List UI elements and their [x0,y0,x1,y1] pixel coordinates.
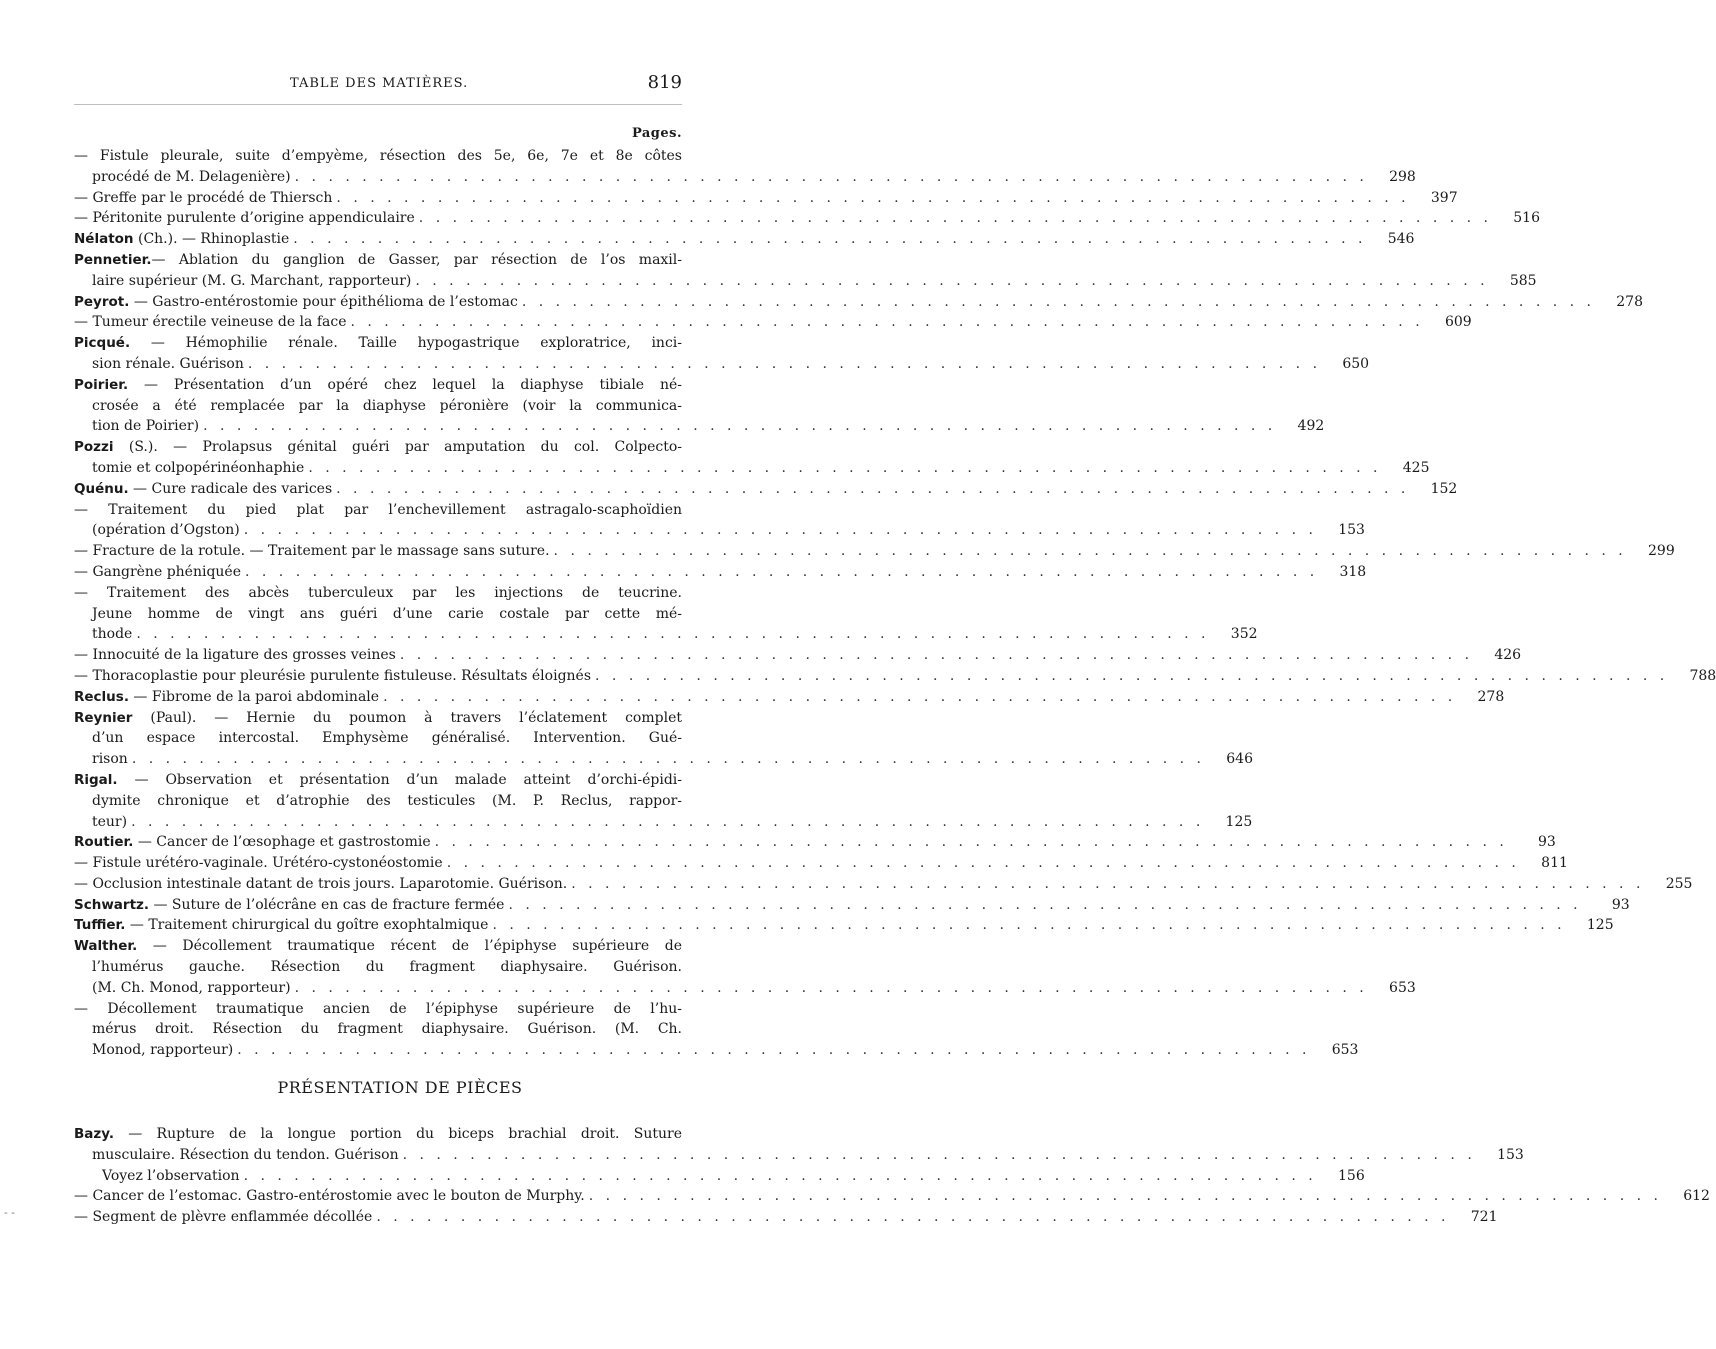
entry-title: — Gangrène phéniquée [74,563,241,580]
page-ref: 492 [1297,418,1325,435]
entry-line [74,645,1522,666]
entry-title: dymite chronique et d’atrophie des testicules (M. P. Reclus, rappor- [92,792,682,809]
entry-line [74,562,1367,583]
entry-line [74,708,682,729]
entry-text [74,895,504,916]
page-ref: 298 [1389,168,1416,185]
index-entry [74,874,1693,895]
running-header [0,74,800,98]
entry-line [74,458,1430,479]
index-entry [74,188,1458,209]
page-ref: 811 [1541,855,1568,872]
entry-title: — Suture de l’olécrâne en cas de fracture fermée [149,896,505,913]
dot-leader [554,541,1627,562]
entry-line [74,1124,682,1145]
entry-title: l’humérus gauche. Résection du fragment diaphysaire. Guérison. [92,959,682,976]
index-entry [74,541,1675,562]
dot-leader [244,1166,1317,1187]
author-name: Reynier [74,709,133,726]
entry-text [92,978,291,999]
entry-text [74,229,289,250]
dot-leader [595,666,1668,687]
entry-text [92,271,411,292]
entry-title: — Fistule pleurale, suite d’empyème, résection des 5e, 6e, 7e et 8e côtes [74,148,682,164]
entry-text [92,458,304,479]
entry-line [74,271,1537,292]
author-name: Nélaton [74,231,134,248]
index-entry [74,770,1253,832]
dot-leader [350,312,1423,333]
entry-text [92,1145,399,1166]
dot-leader [435,832,1508,853]
author-name: Peyrot. [74,293,130,310]
dot-leader [336,479,1409,500]
entry-title: — Présentation d’un opéré chez lequel la diaphyse tibiale né- [128,376,682,393]
entry-title: (Paul). — Hernie du poumon à travers l’éclatement complet [132,709,682,726]
entry-text [92,416,199,437]
index-entry [74,562,1367,583]
author-name: Rigal. [74,771,118,788]
entry-title: (S.). — Prolapsus génital guéri par amputation du col. Colpecto- [113,439,682,456]
entry-line [74,396,682,417]
entry-line [74,333,682,354]
dot-leader [245,562,1318,583]
entry-text [92,812,127,833]
index-entry [74,936,1416,998]
dot-leader [403,1145,1476,1166]
entry-line [74,250,682,271]
entry-text [74,708,682,729]
dot-leader [293,229,1366,250]
entry-line [74,957,682,978]
index-entry [74,375,1325,437]
entry-title: — Tumeur érectile veineuse de la face [74,314,347,331]
page-ref: 425 [1402,459,1430,476]
index-section-pieces [74,1124,1710,1228]
entry-title: laire supérieur (M. G. Marchant, rapporteur) [92,272,412,289]
dot-leader [508,895,1581,916]
entry-text [74,479,332,500]
entry-text [74,208,415,229]
entry-line [74,895,1630,916]
header-rule [74,104,682,105]
index-section-main [74,146,1716,1061]
index-entry [74,687,1505,708]
entry-text [92,520,240,541]
dot-leader [295,978,1368,999]
entry-title: Voyez l’observation [102,1167,240,1184]
page-ref: 156 [1338,1167,1365,1184]
entry-title: (opération d’Ogston) [92,522,240,539]
entry-text [92,749,128,770]
author-name: Routier. [74,834,134,851]
page-ref: 646 [1226,751,1253,768]
author-name: Poirier. [74,376,129,393]
entry-title: — Fistule urétéro-vaginale. Urétéro-cystonéostomie [74,855,443,872]
entry-line [74,208,1540,229]
entry-line [74,749,1253,770]
entry-text [74,375,682,396]
entry-text [74,936,682,957]
entry-line [74,188,1458,209]
entry-title: — Occlusion intestinale datant de trois jours. Laparotomie. Guérison. [74,875,568,892]
page-ref: 278 [1616,293,1643,310]
author-name: Schwartz. [74,896,150,913]
entry-line [74,770,682,791]
entry-title: Monod, rapporteur) [92,1042,234,1059]
entry-line [74,604,682,625]
entry-text [74,666,591,687]
entry-line [74,583,682,604]
author-name: Picqué. [74,335,131,352]
entry-line [74,541,1675,562]
entry-title: — Décollement traumatique récent de l’épiphyse supérieure de [137,938,682,955]
page-ref: 788 [1689,667,1716,684]
page-ref: 125 [1586,917,1614,934]
entry-title: — Fracture de la rotule. — Traitement par le massage sans suture. [74,543,550,560]
index-entry [74,915,1614,936]
entry-title: teur) [92,813,128,830]
dot-leader [419,208,1492,229]
entry-text [74,146,682,167]
entry-line [74,520,1365,541]
page-ref: 255 [1665,875,1693,892]
page-number: 819 [647,72,682,93]
entry-text [74,770,682,791]
entry-text [74,333,682,354]
dot-leader [400,645,1473,666]
dot-leader [589,1186,1662,1207]
entry-text [74,292,518,313]
entry-line [74,375,682,396]
page-ref: 152 [1430,480,1458,497]
page-ref: 318 [1339,563,1367,580]
page-ref: 516 [1513,210,1540,227]
index-entry [74,437,1430,479]
entry-text [74,645,396,666]
entry-line [74,146,682,167]
entry-title: — Greffe par le procédé de Thiersch [74,189,333,206]
index-entry [74,333,1370,375]
entry-title: (M. Ch. Monod, rapporteur) [92,979,291,996]
page-ref: 278 [1477,688,1505,705]
entry-title: — Péritonite purulente d’origine appendiculaire [74,210,415,227]
entry-line [74,437,682,458]
index-entry [74,666,1716,687]
entry-text [74,541,550,562]
entry-line [74,812,1253,833]
entry-text [74,250,682,271]
dot-leader [571,874,1644,895]
dot-leader [383,687,1456,708]
entry-title: — Cancer de l’œsophage et gastrostomie [133,834,431,851]
entry-title: — Hémophilie rénale. Taille hypogastrique exploratrice, inci- [130,335,682,352]
entry-line [74,229,1415,250]
entry-title: tion de Poirier) [92,418,200,435]
entry-text [74,832,431,853]
index-entry [74,1207,1498,1228]
entry-title: mérus droit. Résection du fragment diaphysaire. Guérison. (M. Ch. [92,1021,682,1038]
entry-title: — Traitement chirurgical du goître exophtalmique [125,917,489,934]
index-entry [74,645,1522,666]
entry-text [92,354,244,375]
author-name: Tuffier. [74,917,126,934]
pages-column-label: Pages. [631,126,682,141]
page-ref: 653 [1389,979,1416,996]
entry-text [74,188,332,209]
page-ref: 609 [1444,314,1472,331]
author-name: Reclus. [74,688,129,705]
entry-title: procédé de M. Delagenière) [92,168,291,185]
page-ref: 153 [1497,1146,1524,1163]
page-ref: 125 [1225,813,1253,830]
margin-mark: ‐ ‐ [4,1206,15,1219]
entry-text [74,874,567,895]
index-entry [74,832,1556,853]
entry-text [92,167,291,188]
entry-title: — Gastro-entérostomie pour épithélioma de l’estomac [129,293,518,310]
entry-title: — Fibrome de la paroi abdominale [128,688,380,705]
index-entry [74,146,1416,188]
entry-text [92,624,132,645]
entry-text [74,562,241,583]
entry-line [74,1166,1365,1187]
entry-line [74,500,682,521]
index-entry [74,479,1458,500]
entry-title: sion rénale. Guérison [92,355,244,372]
page-ref: 299 [1648,543,1675,560]
entry-text [92,728,682,749]
entry-line [74,687,1505,708]
author-name: Pozzi [74,439,114,456]
entry-text [74,1186,585,1207]
entry-line [74,416,1325,437]
entry-title: — Traitement du pied plat par l’enchevillement astragalo-scaphoïdien [74,501,682,518]
index-entry [74,708,1253,770]
entry-title: — Thoracoplastie pour pleurésie purulente fistuleuse. Résultats éloignés [74,667,592,684]
entry-title: — Cure radicale des varices [128,480,333,497]
dot-leader [522,292,1595,313]
dot-leader [447,853,1520,874]
entry-text [92,957,682,978]
index-entry [74,853,1568,874]
entry-line [74,292,1643,313]
entry-text [74,500,682,521]
dot-leader [376,1207,1449,1228]
index-entry [74,500,1365,542]
entry-text [74,687,379,708]
entry-title: — Segment de plèvre enflammée décollée [74,1209,373,1226]
page-ref: 612 [1683,1188,1710,1205]
entry-line [74,1207,1498,1228]
entry-title: musculaire. Résection du tendon. Guérison [92,1146,399,1163]
page-ref: 585 [1509,272,1537,289]
entry-text [74,999,682,1020]
page-ref: 352 [1230,626,1258,643]
running-title: TABLE DES MATIÈRES. [290,76,469,91]
entry-title: — Traitement des abcès tuberculeux par les injections de teucrine. [74,584,682,601]
entry-title: — Décollement traumatique ancien de l’épiphyse supérieure de l’hu- [74,1000,682,1017]
entry-text [92,1019,682,1040]
entry-line [74,1019,682,1040]
entry-text [74,1207,372,1228]
entry-title: crosée a été remplacée par la diaphyse péronière (voir la communica- [92,397,682,414]
section-heading: PRÉSENTATION DE PIÈCES [277,1078,523,1097]
author-name: Bazy. [74,1126,114,1142]
index-entry [74,1186,1710,1207]
entry-text [74,312,346,333]
entry-text [92,396,682,417]
page-ref: 721 [1470,1209,1498,1226]
page-ref: 93 [1537,834,1556,851]
entry-line [74,1040,1359,1061]
dot-leader [132,749,1205,770]
entry-line [74,624,1258,645]
entry-line [74,1186,1710,1207]
index-entry [74,229,1415,250]
entry-line [74,479,1458,500]
author-name: Quénu. [74,480,129,497]
entry-text [92,1040,233,1061]
index-entry [74,312,1472,333]
author-name: Pennetier. [74,251,152,268]
entry-line [74,936,682,957]
entry-line [74,874,1693,895]
entry-title: — Ablation du ganglion de Gasser, par résection de l’os maxil- [151,251,682,268]
dot-leader [131,812,1204,833]
page-ref: 546 [1387,231,1415,248]
entry-line [74,1145,1524,1166]
dot-leader [244,520,1317,541]
page-ref: 426 [1494,647,1522,664]
entry-title: — Cancer de l’estomac. Gastro-entérostomie avec le bouton de Murphy. [74,1188,585,1205]
dot-leader [336,188,1409,209]
author-name: Walther. [74,938,138,955]
entry-text [74,437,682,458]
entry-text [74,1124,682,1145]
entry-line [74,167,1416,188]
entry-line [74,728,682,749]
dot-leader [415,271,1488,292]
entry-line [74,978,1416,999]
entry-title: rison [92,751,128,768]
index-entry [74,1124,1524,1186]
index-entry [74,895,1630,916]
entry-line [74,312,1472,333]
entry-title: tomie et colpopérinéonhaphie [92,459,305,476]
page-ref: 153 [1338,522,1365,539]
dot-leader [308,458,1381,479]
dot-leader [136,624,1209,645]
entry-text [92,604,682,625]
page-ref: 650 [1342,355,1370,372]
entry-line [74,999,682,1020]
index-entry [74,292,1643,313]
entry-text [92,791,682,812]
dot-leader [203,416,1276,437]
entry-title: — Observation et présentation d’un malade atteint d’orchi-épidi- [117,771,682,788]
dot-leader [492,915,1565,936]
entry-text [74,583,682,604]
dot-leader [295,167,1368,188]
entry-title: Jeune homme de vingt ans guéri d’une carie costale par cette mé- [92,605,682,622]
entry-line [74,915,1614,936]
entry-line [74,832,1556,853]
page-ref: 397 [1430,189,1458,206]
entry-title: d’un espace intercostal. Emphysème généralisé. Intervention. Gué- [92,730,682,747]
entry-title: — Rupture de la longue portion du biceps brachial droit. Suture [113,1126,682,1142]
page-ref: 653 [1331,1042,1359,1059]
index-entry [74,250,1537,292]
index-entry [74,208,1540,229]
entry-line [74,354,1370,375]
entry-title: (Ch.). — Rhinoplastie [133,231,290,248]
entry-text [74,915,488,936]
dot-leader [248,354,1321,375]
dot-leader [237,1040,1310,1061]
entry-line [74,666,1716,687]
index-entry [74,999,1359,1061]
entry-text [102,1166,240,1187]
entry-line [74,853,1568,874]
entry-line [74,791,682,812]
index-entry [74,583,1258,645]
entry-title: — Innocuité de la ligature des grosses veines [74,647,396,664]
entry-text [74,853,443,874]
entry-title: thode [92,626,133,643]
page-ref: 93 [1611,896,1630,913]
